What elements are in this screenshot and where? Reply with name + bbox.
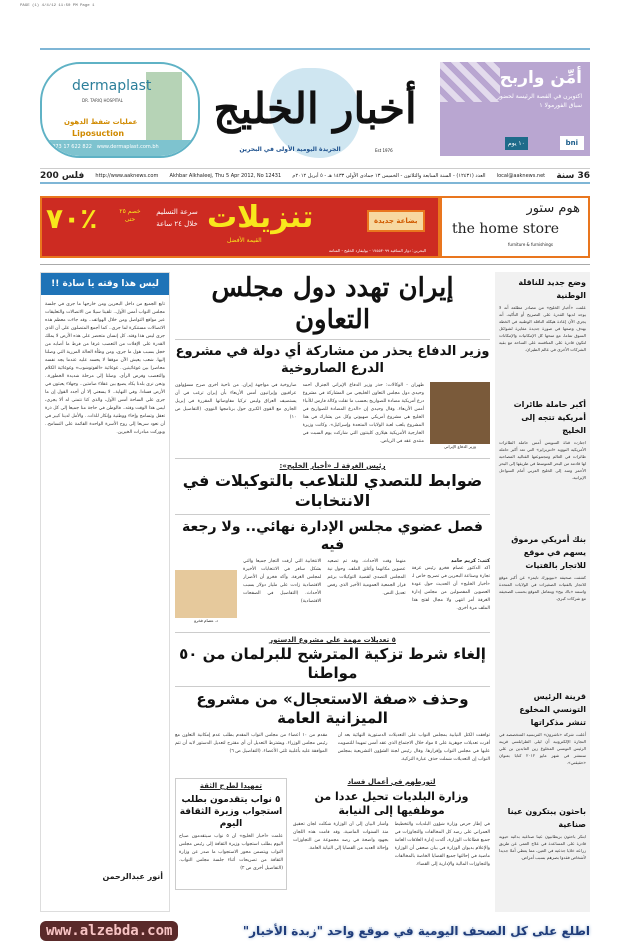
- third-headline-2[interactable]: وحذف «صفة الاستعجال» من مشروع الميزانية العامة: [196, 690, 469, 727]
- brief-body: اجتازت قناة السويس أمس حاملة الطائرات الأمريكية النووية «انتربرايز» التي تعد أكبر حاملة طائرات في العالم ومجموعتها القتالية المصاحبة لها قادمة من البحر المتوسط في طريقها إلى البحر الأحمر ومنه إلى الخليج العربي أمام السواحل الإيرانية.: [499, 440, 586, 480]
- delivery: سرعة التسليم خلال ٢٤ ساعة: [156, 208, 198, 228]
- rule: [40, 264, 590, 265]
- hospital-building-image: [146, 72, 182, 144]
- ad-contact: [42, 140, 198, 156]
- interpellation-box: [175, 778, 287, 890]
- brief-item: [495, 686, 590, 801]
- second-subhead: فصل عضوي مجلس الإدارة نهائي.. ولا رجعة فيه: [182, 519, 483, 553]
- fourth-col-1: في إطار حرص وزارة شؤون البلديات والتخطيط العمراني على رصد كل المخالفات والتجاوزات في جميع قطاعات الوزارة، أكدت إدارة العلاقات العامة والإعلام بديوان الوزارة في بيان صحفي أن الوزارة ماضية في إحالتها جميع القضايا الخاصة بالمخالفات والتجاوزات المالية والإدارية إلى القضاء.: [394, 822, 490, 867]
- lead-headline[interactable]: إيران تهدد دول مجلس التعاون: [211, 273, 454, 335]
- fine-print: البحرين: دوار الساقية ١٧٥٥٣٠٩٩ - بوليفارد الخليج - المنامة: [328, 248, 426, 253]
- second-kicker: رئيس الغرفة لـ «أخبار الخليج»:: [279, 462, 386, 470]
- sale-subtitle: القيمة الأفضل: [227, 237, 262, 244]
- brief-body: ابتكر باحثون بريطانيون عينا صناعية بدائية حيوية قادرة على المساعدة في علاج العمى عن طريق زراعة خلايا جذعية في العين، مما يعطي أملا جديدا لأشخاص فقدوا بصرهم بسبب أمراض.: [499, 834, 586, 860]
- ad-title: أمِّن واربح: [499, 68, 582, 88]
- ad-arabic: عمليات شفط الدهون: [64, 118, 138, 126]
- opinion-title: ليس هذا وقته يا سادة !!: [41, 273, 169, 295]
- website: www.dermaplast.com.bh: [96, 144, 159, 150]
- years: 36 سنة: [556, 170, 590, 181]
- brand-sub: furniture & furnishings: [508, 242, 553, 247]
- alzebda-link[interactable]: www.alzebda.com: [40, 921, 178, 941]
- alzebda-cta: اطلع على كل الصحف اليومية في موقع واحد "زبدة الأخبار": [242, 924, 590, 938]
- ad-english: Liposuction: [72, 129, 125, 138]
- masthead: [215, 62, 415, 162]
- brief-body: أعلنت شركة «ناشرون» الفرنسية المتخصصة في التجارة الإلكترونية أن ليلى الطرابلسي قرينة الرئيس التونسي المخلوع زين العابدين بن علي ستنشر في شهر مايو ٢٠١٢ كتابا بعنوان «حقيقتي».: [499, 732, 586, 765]
- newspaper-logo: أخبار الخليج: [213, 84, 417, 133]
- tagline: الجريدة اليومية الأولى في البحرين: [239, 146, 341, 153]
- opinion-body: تابع الجميع من داخل البحرين ومن خارجها ما جرى في جلسة مجلس النواب أمس الأول.. تلقينا سيلا من الاتصالات والتعليقات عبر مواقع التواصل ومن خلال الهواتف.. وقد جاءت معظم هذه الاتصالات مستنكرة لما جرى.. كما أجمع المتصلون على أن الذي جرى ليس هذا وقته. كل إنسان متحضر على هذه الأرض لا يملك القدرة على الإفلات من التعصب عرقا من فرط ما أصابه من خجل بسبب هول ما جرى، ومن وطأة الحالة المزرية التي وصلنا إليها. شعب يعيش الآن موقفا لا يحسد عليه عندما يجد نفسه محاصرا بين غوغائيتين.. غوغائية «الفوتوشوب» وغوغائية الكلام والتعصب وفرض الرأي. وصلنا إلى مرحلة شديدة الخطورة.. ونحن نرى بلدنا يكاد يضيع بين عقلاء صامتين.. وجهلاء يعبثون في الأرض فسادا. وفي النهاية.. لا يسعني إلا أن أجدد القول إن ما جرى على الساحة أمس الأول، والذي كنا نتمنى له ألا يجري، ليس هذا الوقت وقته.. فالوطن في حاجة منا جميعا إلى كل ذرة تعقل وتسامح وإخاء ووطنية وإنكار للذات.. والأمل لدينا كبير في أن نعود سريعا إلى روح الأسرة الواحدة القائمة على التسامح.. وبوركت مبادرات الخيرين.: [45, 302, 165, 435]
- sale-title: تنزيلات: [207, 200, 314, 235]
- phone: +973 17 622 822: [48, 144, 92, 150]
- fourth-headline[interactable]: وزارة البلديات تحيل عددا من موظفيها إلى النيابة: [314, 790, 469, 817]
- discount-prefix: خصم ٢٥ حتى: [119, 208, 141, 223]
- brand-arabic: هوم ستور: [526, 201, 580, 216]
- opinion-column: [40, 272, 170, 912]
- home-store-ad[interactable]: [40, 196, 590, 258]
- lead-col-2: صاروخية في مواجهة إيران. من ناحية أخرى صرح مسؤولون عراقيون وإيرانيون أمس الأربعاء بأن إيران ترغب في أن يستضيف العراق وليس تركيا مفاوضاتها المقررة في إبريل الجاري مع القوى الكبرى حول برنامجها النووي. (التفاصيل ص ١٠): [175, 383, 297, 420]
- third-col-1: توافقت الكتل النيابية بمجلس النواب على التعديلات الدستورية النهائية بعد أن أقرت تعديلات جوهرية على ٥ مواد خلال الاجتماع الذي عقد أمس تمهيدا للتصويت عليها في مجلس النواب وإقرارها. وقال رئيس لجنة الشؤون التشريعية بمجلس النواب إن التعديلات شملت حذف عبارة التزكية.: [337, 733, 490, 762]
- third-article: [175, 732, 490, 772]
- lead-subhead: وزير الدفاع يحذر من مشاركة أي دولة في مشروع الدرع الصاروخية: [175, 344, 490, 376]
- price: 200 فلس: [40, 170, 85, 181]
- third-headline-1[interactable]: إلغاء شرط تزكية المترشح للبرلمان من ٥٠ مواطنا: [179, 645, 486, 682]
- sale-panel: [42, 198, 438, 256]
- date-arabic: العدد (١٢٤٣١) - السنة السابعة والثلاثون - الخميس ١٣ جمادى الأولى ١٤٣٣ هـ - ٥ أبريل ٢٠١٢م: [292, 172, 486, 179]
- second-photo: [175, 558, 237, 618]
- ad-sub: DR. TARIQ HOSPITAL: [82, 98, 123, 103]
- brief-item: [495, 801, 590, 923]
- ad-badge: ١٠ يوم: [505, 137, 528, 150]
- fourth-col-2: وأشار البيان إلى أن الوزارة شكلت لجان تحقيق منذ السنوات الماضية، وقد قامت هذه اللجان بجهود واضحة في رصد مجموعة من التجاوزات وإحالة العديد من القضايا إلى النيابة العامة.: [293, 822, 389, 851]
- brief-item: [495, 272, 590, 394]
- dateline: [40, 168, 590, 180]
- brief-title[interactable]: أكبر حاملة طائرات أمريكية تتجه إلى الخليج: [513, 400, 586, 435]
- second-col-2: منهما وقت الأحداث، وقد تم تصعيد عضوين مكانهما وأغلق الملف. وحول نية المجلس التصدي لقضية التوكيلات برغم قرار الجمعية العمومية الأخير الذي رفض تعديل النص.: [327, 559, 406, 596]
- fourth-kicker: لتورطهم في أعمال فساد: [347, 778, 436, 786]
- lead-col-1: طهران - الوكالات: حذر وزير الدفاع الإيراني الجنرال أحمد وحيدي دول مجلس التعاون الخليجي من المشاركة في مشروع درع أمريكية مضادة للصواريخ بحسب ما نقلت وكالة فارس للأنباء أمس الأربعاء. وقال وحيدي إن «الدرع المضادة للصواريخ في الخليج هي مشروع أمريكي صهيوني وكل من يشارك في هذا المشروع يلعب لعبة الولايات المتحدة وإسرائيل». وكانت وزيرة الخارجية الأمريكية هيلاري كلينتون التي شاركت يوم السبت في منتدى عقد في الرياض.: [302, 383, 424, 444]
- discount: ٧٠٪: [46, 202, 98, 235]
- second-col-3: الانتخابية التي أرقت التجار جميعا والتي بشكل سافر في الانتخابات الأخيرة لمجلس الغرفة. وأكد فخرو أن الأضرار الاقتصادية زادت على مليار دولار بسبب الأحداث. (التفاصيل في الصفحات الاقتصادية): [243, 559, 322, 604]
- bni-ad[interactable]: [440, 62, 590, 156]
- byline: كتب: كريم حامد: [450, 558, 490, 564]
- alzebda-banner[interactable]: [40, 918, 590, 944]
- brief-item: [495, 394, 590, 529]
- new-stock-sign: بضاعة جديدة: [367, 210, 425, 232]
- lead-photo: [430, 382, 490, 444]
- established: Est 1976: [375, 148, 393, 153]
- lead-caption: وزير الدفاع الإيراني: [444, 444, 476, 449]
- brief-body: كشفت صحيفة «نيويورك تايمز» عن أكبر موقع للاتجار بالفتيات الصغيرات في الولايات المتحدة واسمه «باك بيج» ويتعامل الموقع بحسب الصحيفة مع شركات كبرى.: [499, 575, 586, 601]
- brief-item: [495, 529, 590, 686]
- dermaplast-ad[interactable]: [40, 62, 200, 158]
- box-headline[interactable]: ٥ نواب يتقدمون بطلب استجواب وزيرة الثقافة اليوم: [179, 795, 283, 829]
- website-url[interactable]: http://www.aaknews.com: [95, 172, 159, 179]
- date-english: Akhbar Alkhaleej, Thu 5 Apr 2012, No 12431: [169, 172, 282, 179]
- lead-article: [175, 382, 490, 454]
- third-kicker: ٥ تعديلات مهمة على مشروع الدستور: [269, 636, 396, 644]
- brief-title[interactable]: قرينة الرئيس التونسي المخلوع تنشر مذكراتها: [519, 692, 586, 727]
- rule: [40, 182, 590, 184]
- brief-title[interactable]: بنك أمريكي مرموق يسهم في موقع للاتجار بالفتيات: [511, 535, 586, 570]
- second-article: [175, 558, 490, 628]
- brief-title[interactable]: باحثون يبتكرون عينا صناعية: [507, 807, 586, 829]
- bni-logo: bni: [560, 136, 584, 150]
- municipal-story: [293, 778, 490, 890]
- second-caption: د. عصام فخرو: [194, 618, 218, 623]
- box-kicker: تمهيدا لطرح الثقة: [199, 782, 263, 790]
- box-body: علمت «أخبار الخليج» أن ٥ نواب سيتقدمون صباح اليوم بطلب استجواب وزيرة الثقافة إلى رئيس مجلس النواب ويتضمن محور الاستجواب ما صدر عن وزارة الثقافة من تصريحات أثناء جلسة مجلس النواب. (التفاصيل أخرى ص ٢): [179, 834, 283, 871]
- third-col-2: مقدم من ١٠ أعضاء من مجلس النواب المقدم بطلب عدم إمكانية التعاون مع رئيس مجلس الوزراء. ويشترط التعديل أن أي مقترح لتعديل الدستور لابد أن تتم الموافقة عليه بأغلبية ثلثي الأعضاء. (التفاصيل ص ٦): [175, 733, 328, 754]
- main-stories: [175, 272, 490, 890]
- print-slug: PAGE (1) 4/4/12 11:50 PM Page 1: [20, 4, 95, 8]
- top-rule: [40, 48, 590, 50]
- brief-body: علمت «أخبار الخليج» من مصادر مطلعة أنه لا يوجد لديها القدرة على التصريح أو التأكيد، أنه يجري الآن إعادة هيكلة الناقلة الوطنية في الخطة بهدف وضعها في صورة جديدة مغايرة لشواغل السوق تماما، مع منحها كل الإمكانيات والإمكانات لتكون قادرة على المنافسة على الساحة مع بقية الشركات الأخرى في عالم الطيران.: [499, 305, 586, 352]
- brief-title[interactable]: وضع جديد للناقلة الوطنية: [518, 278, 586, 300]
- brand-panel: [438, 198, 588, 256]
- second-col-1: أكد الدكتور عصام فخرو رئيس غرفة تجارة وصناعة البحرين في تصريح خاص لـ «أخبار الخليج» أن الحديث حول عودة العضوين المفصولين من مجلس إدارة الغرفة أمر انتهى ولا مجال لفتح هذا الملف مرة أخرى.: [411, 566, 490, 611]
- second-headline[interactable]: ضوابط للتصدي للتلاعب بالتوكيلات في الانتخابات: [182, 471, 483, 510]
- ad-brand: dermaplast: [72, 78, 152, 94]
- ad-text: اكتوبرن في الفصة الرئيسة لحضور سباق الفورمولا ١: [496, 93, 582, 109]
- brand-english: the home store: [452, 221, 560, 237]
- briefs-column: [495, 272, 590, 912]
- opinion-author: أنور عبدالرحمن: [102, 872, 163, 881]
- email[interactable]: local@aaknews.net: [496, 172, 546, 179]
